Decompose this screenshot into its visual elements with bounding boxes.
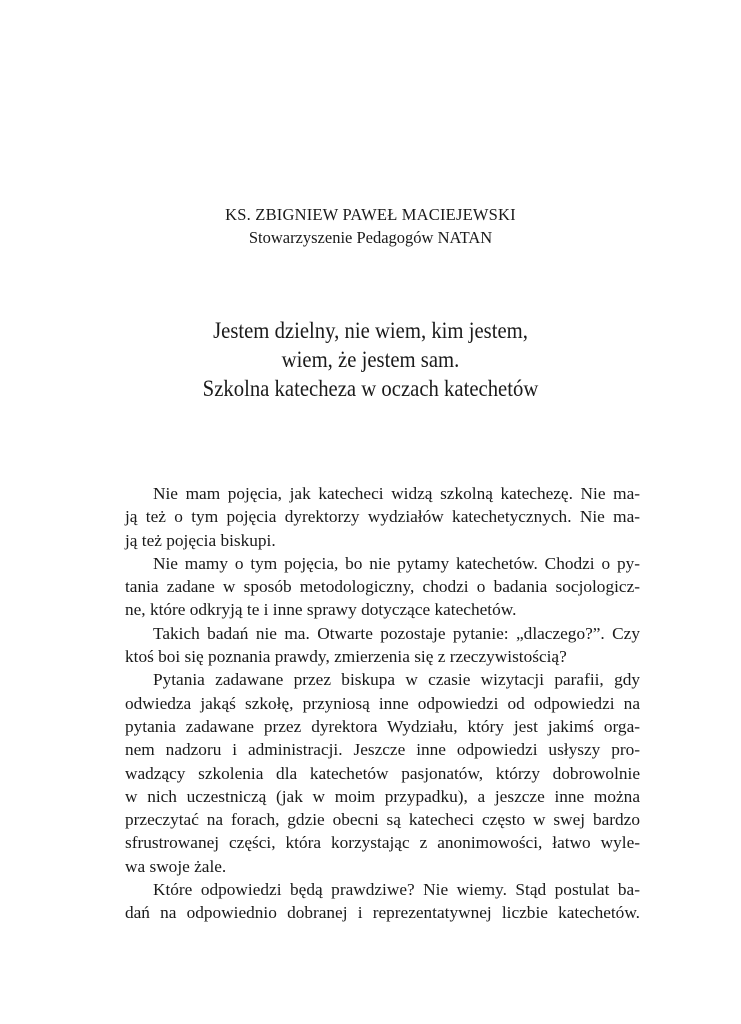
title-line: wiem, że jestem sam.: [281, 347, 460, 372]
article-body: [97, 482, 640, 925]
paragraph: [97, 878, 640, 925]
paragraph: [97, 552, 640, 622]
author-block: [0, 203, 741, 249]
text-line: tania zadane w sposób metodologiczny, chodzi o badania socjologicz-: [125, 577, 640, 597]
text-line: dań na odpowiednio dobranej i reprezentatywnej liczbie katechetów.: [125, 903, 640, 923]
text-line: w nich uczestniczą (jak w moim przypadku), a jeszcze inne można: [125, 786, 640, 806]
paragraph: [97, 668, 640, 878]
paragraph: [97, 482, 640, 552]
text-line: ktoś boi się poznania prawdy, zmierzenia się z rzeczywistością?: [125, 647, 567, 667]
title-line: Jestem dzielny, nie wiem, kim jestem,: [213, 318, 528, 343]
text-line: odwiedza jakąś szkołę, przyniosą inne odpowiedzi od odpowiedzi na: [125, 693, 640, 713]
paragraph: [97, 622, 640, 669]
title-line: Szkolna katecheza w oczach katechetów: [202, 376, 539, 401]
article-title: [0, 316, 741, 403]
text-line: Pytania zadawane przez biskupa w czasie wizytacji parafii, gdy: [153, 670, 640, 690]
text-line: wadzący szkolenia dla katechetów pasjonatów, którzy dobrowolnie: [125, 763, 640, 783]
text-line: nem nadzoru i administracji. Jeszcze inne odpowiedzi usłyszy pro-: [125, 740, 640, 760]
author-name: KS. ZBIGNIEW PAWEŁ MACIEJEWSKI: [225, 205, 516, 224]
author-affiliation: Stowarzyszenie Pedagogów NATAN: [248, 228, 493, 247]
text-line: ne, które odkryją te i inne sprawy dotyczące katechetów.: [125, 600, 517, 620]
text-line: pytania zadawane przez dyrektora Wydziału, który jest jakimś orga-: [125, 716, 640, 736]
text-line: wa swoje żale.: [125, 856, 227, 876]
text-line: sfrustrowanej części, która korzystając z anonimowości, łatwo wyle-: [125, 833, 640, 853]
text-line: Takich badań nie ma. Otwarte pozostaje pytanie: „dlaczego?”. Czy: [153, 623, 640, 643]
text-line: ją też pojęcia biskupi.: [125, 530, 276, 550]
text-line: przeczytać na forach, gdzie obecni są katecheci często w swej bardzo: [125, 810, 640, 830]
text-line: ją też o tym pojęcia dyrektorzy wydziałów katechetycznych. Nie ma-: [125, 507, 640, 527]
text-line: Nie mamy o tym pojęcia, bo nie pytamy katechetów. Chodzi o py-: [153, 553, 640, 573]
text-line: Nie mam pojęcia, jak katecheci widzą szkolną katechezę. Nie ma-: [153, 484, 640, 503]
text-line: Które odpowiedzi będą prawdziwe? Nie wiemy. Stąd postulat ba-: [153, 880, 640, 900]
